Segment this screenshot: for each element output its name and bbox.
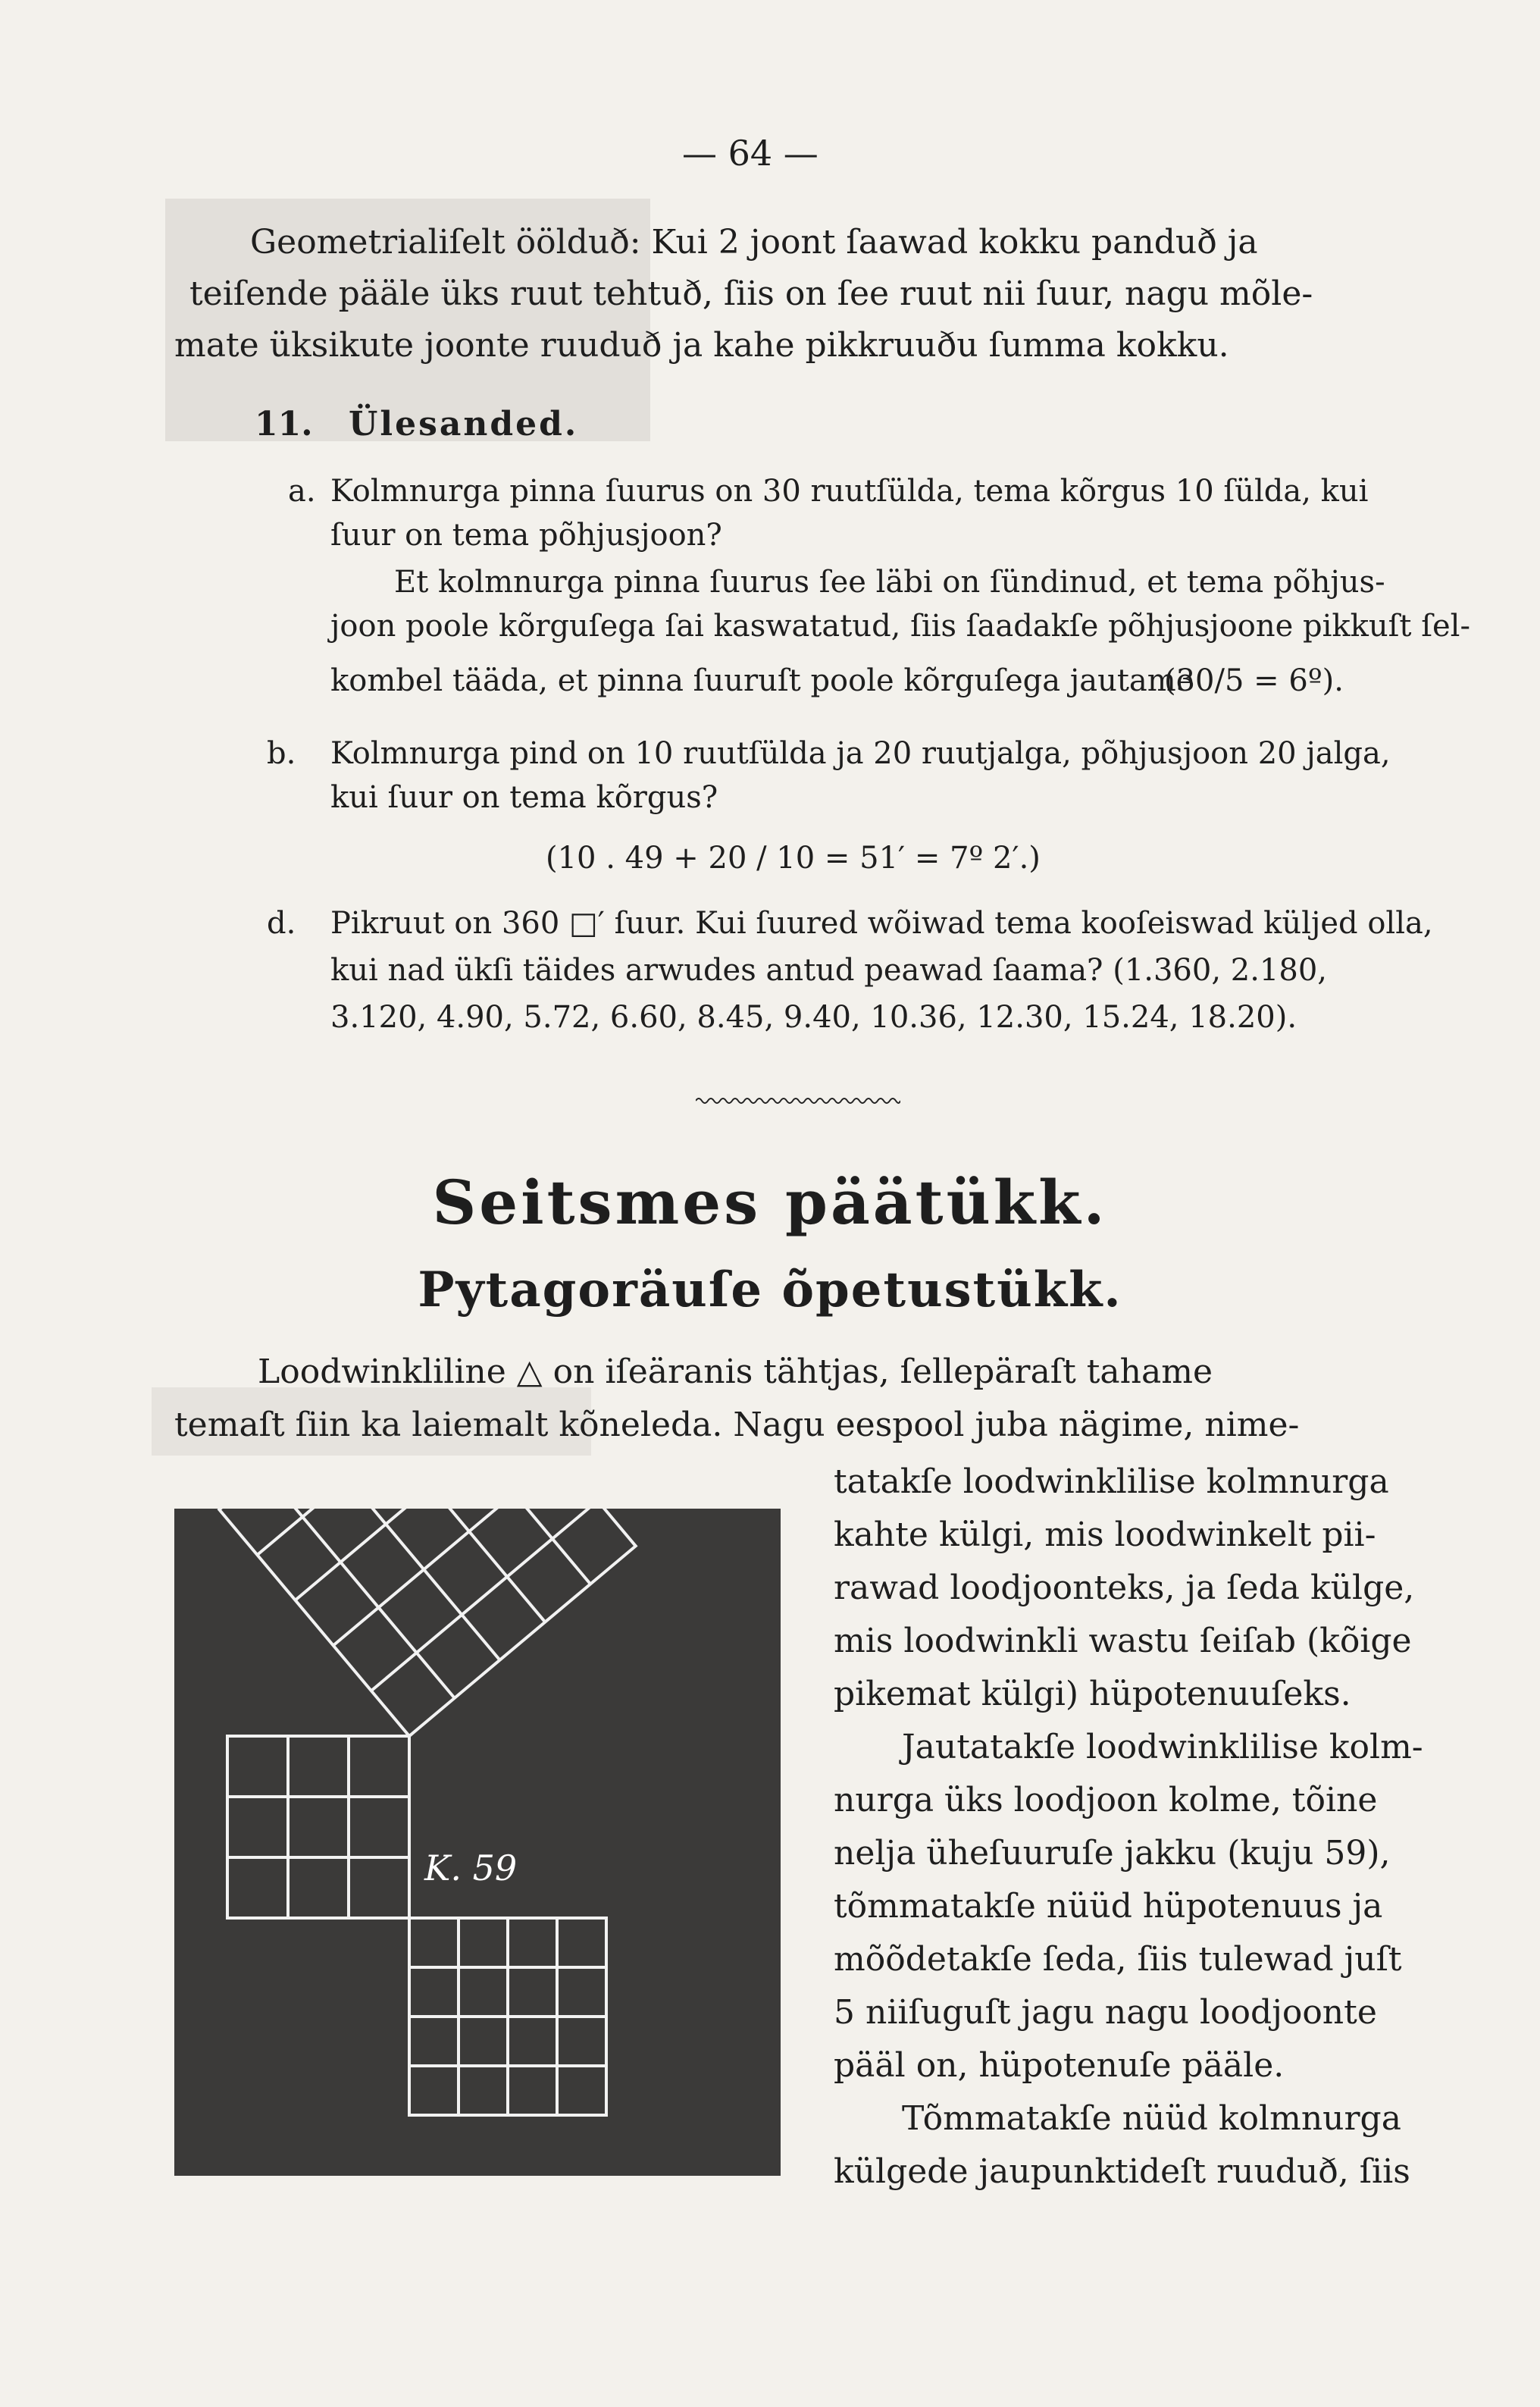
- body-line: pikemat külgi) hüpotenuuſeks.: [834, 1675, 1351, 1713]
- body-line: nurga üks loodjoon kolme, tõine: [834, 1781, 1378, 1819]
- theorem-line: Geometrialiſelt öölduð: Kui 2 joont ſaawad kokku panduð ja: [250, 223, 1258, 262]
- body-line: temaſt ſiin ka laiemalt kõneleda. Nagu eespool juba nägime, nime-: [174, 1406, 1300, 1444]
- body-line: rawad loodjoonteks, ja ſeda külge,: [834, 1569, 1415, 1607]
- section-title: Ülesanded.: [349, 405, 579, 443]
- figure-label: K. 59: [424, 1848, 518, 1888]
- body-line: mis loodwinkli wastu ſeiſab (kõige: [834, 1622, 1412, 1660]
- task-line: Kolmnurga pinna ſuurus on 30 ruutſülda, tema kõrgus 10 ſülda, kui: [330, 474, 1369, 509]
- task-line: Pikruut on 360 □′ ſuur. Kui ſuured wõiwad tema kooſeiswad küljed olla,: [330, 906, 1433, 941]
- pythagoras-squares-icon: [174, 1509, 781, 2176]
- formula: (30/5 = 6º).: [1164, 663, 1344, 698]
- task-line: ſuur on tema põhjusjoon?: [330, 518, 722, 553]
- body-line: mõõdetakſe ſeda, ſiis tulewad juſt: [834, 1940, 1402, 1979]
- body-line: tõmmatakſe nüüd hüpotenuus ja: [834, 1887, 1383, 1926]
- page-number: — 64 —: [682, 133, 819, 174]
- section-number: 11.: [255, 405, 313, 443]
- divider: [696, 1095, 900, 1106]
- body-line: pääl on, hüpotenuſe pääle.: [834, 2046, 1285, 2085]
- body-line: nelja üheſuuruſe jakku (kuju 59),: [834, 1834, 1391, 1873]
- body-line: Loodwinkliline △ on iſeäranis tähtjas, ſellepäraſt tahame: [258, 1352, 1213, 1391]
- task-line: kombel tääda, et pinna ſuuruſt poole kõrguſega jautame: [330, 663, 1194, 698]
- task-line: Kolmnurga pind on 10 ruutſülda ja 20 ruutjalga, põhjusjoon 20 jalga,: [330, 736, 1391, 771]
- body-line: tatakſe loodwinklilise kolmnurga: [834, 1462, 1389, 1501]
- body-line: 5 niiſuguſt jagu nagu loodjoonte: [834, 1993, 1377, 2032]
- body-line: Jautatakſe loodwinklilise kolm-: [902, 1728, 1423, 1766]
- theorem-line: mate üksikute joonte ruuduð ja kahe pikkruuðu ſumma kokku.: [174, 326, 1229, 365]
- pythagoras-figure: [174, 1509, 781, 2176]
- body-line: Tõmmatakſe nüüd kolmnurga: [902, 2099, 1401, 2138]
- task-label: b.: [267, 736, 296, 771]
- task-line: Et kolmnurga pinna ſuurus ſee läbi on ſündinud, et tema põhjus-: [394, 565, 1385, 600]
- chapter-title: Seitsmes päätükk.: [432, 1167, 1108, 1238]
- task-label: a.: [288, 474, 316, 509]
- task-line: 3.120, 4.90, 5.72, 6.60, 8.45, 9.40, 10.36, 12.30, 15.24, 18.20).: [330, 1000, 1297, 1035]
- task-line: kui ſuur on tema kõrgus?: [330, 780, 718, 815]
- body-line: kahte külgi, mis loodwinkelt pii-: [834, 1515, 1376, 1554]
- chapter-subtitle: Pytagoräuſe õpetustükk.: [418, 1261, 1122, 1318]
- task-label: d.: [267, 906, 296, 941]
- theorem-line: teiſende pääle üks ruut tehtuð, ſiis on ſee ruut nii ſuur, nagu mõle-: [189, 274, 1313, 313]
- task-line: joon poole kõrguſega ſai kaswatatud, ſiis ſaadakſe põhjusjoone pikkuſt ſel-: [330, 609, 1470, 644]
- body-line: külgede jaupunktideſt ruuduð, ſiis: [834, 2152, 1410, 2191]
- task-line: kui nad ükſi täides arwudes antud peawad ſaama? (1.360, 2.180,: [330, 953, 1327, 988]
- formula: (10 . 49 + 20 / 10 = 51′ = 7º 2′.): [546, 841, 1041, 876]
